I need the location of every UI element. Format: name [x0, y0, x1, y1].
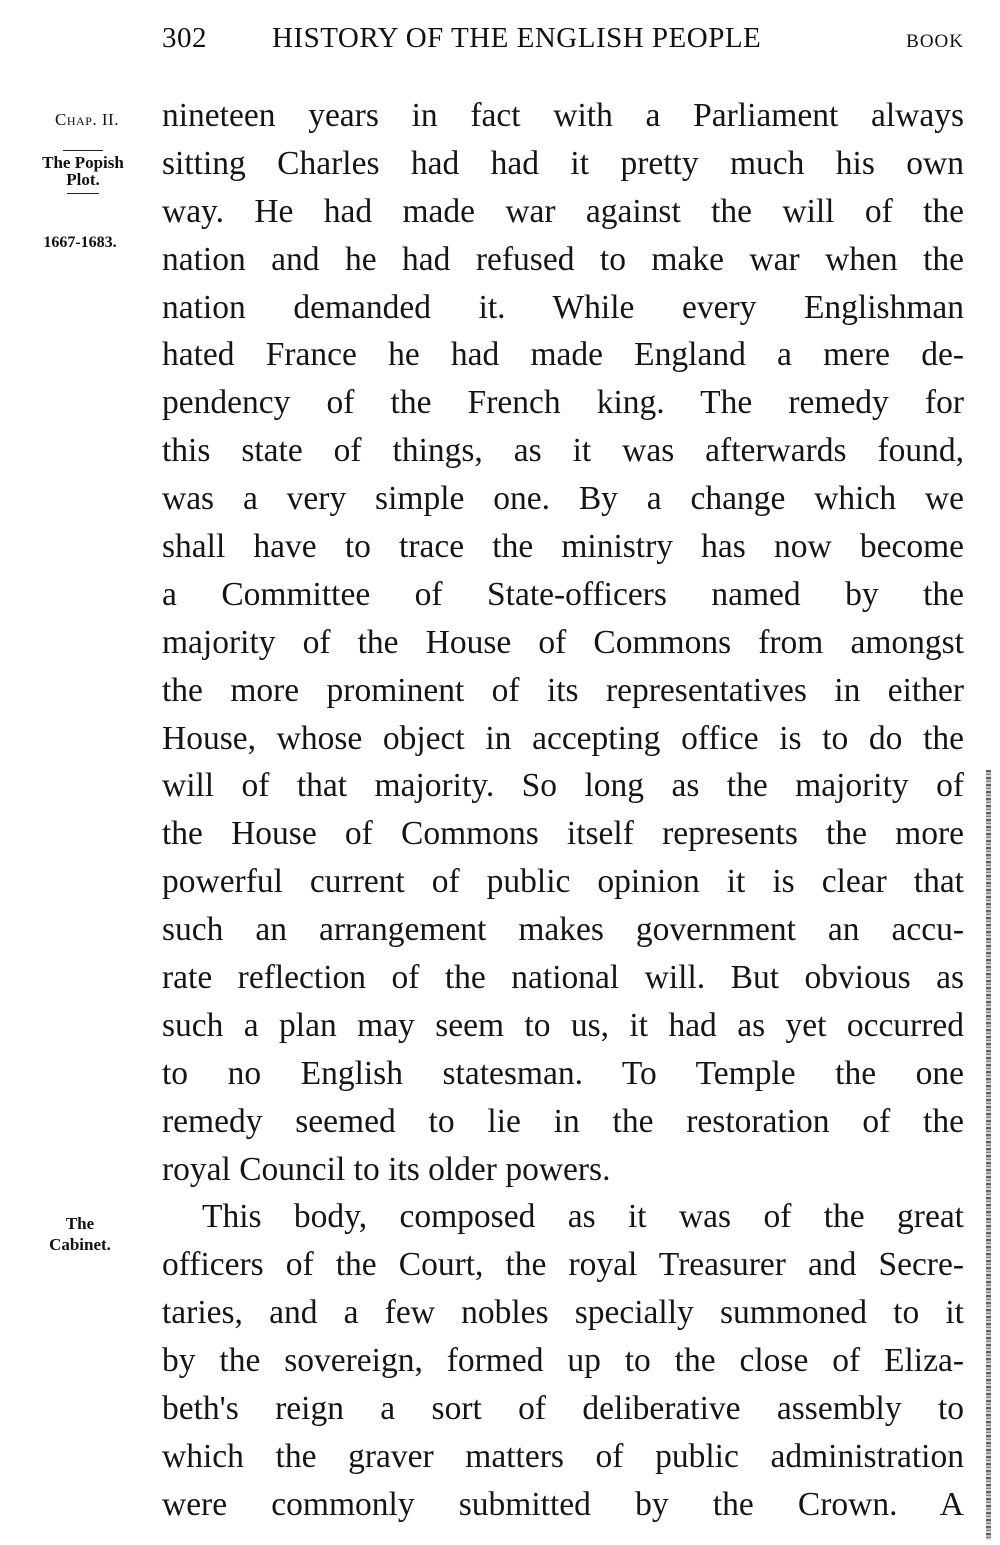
text-line: such an arrangement makes government an accu- — [162, 911, 964, 949]
text-line: hated France he had made England a mere de- — [162, 336, 964, 374]
book-label: BOOK — [906, 31, 964, 52]
text-line: majority of the House of Commons from amongst — [162, 623, 964, 661]
topic-sidenote-cabinet — [30, 1213, 130, 1255]
text-line: nation demanded it. While every Englishman — [162, 288, 964, 326]
text-line: pendency of the French king. The remedy for — [162, 384, 964, 422]
text-line: to no English statesman. To Temple the one — [162, 1054, 964, 1092]
text-line: were commonly submitted by the Crown. A — [162, 1485, 964, 1523]
text-line: this state of things, as it was afterwards found, — [162, 432, 964, 470]
text-line: House, whose object in accepting office is to do the — [162, 719, 964, 757]
text-line: rate reflection of the national will. But obvious as — [162, 959, 964, 997]
text-line: remedy seemed to lie in the restoration of the — [162, 1102, 964, 1140]
rule-divider — [63, 150, 103, 151]
text-line: sitting Charles had had it pretty much his own — [162, 144, 964, 182]
running-title: HISTORY OF THE ENGLISH PEOPLE — [272, 22, 762, 54]
topic-sidenote-popish-plot — [8, 150, 158, 199]
text-line: beth's reign a sort of deliberative assembly to — [162, 1390, 964, 1428]
topic-line: The Popish — [42, 153, 124, 172]
text-line: which the graver matters of public administration — [162, 1437, 964, 1475]
text-line: by the sovereign, formed up to the close of Eliza- — [162, 1342, 964, 1380]
text-line: nineteen years in fact with a Parliament always — [162, 97, 964, 134]
body-text — [162, 92, 964, 1529]
text-line: a Committee of State-officers named by the — [162, 575, 964, 613]
text-line: will of that majority. So long as the majority of — [162, 767, 964, 805]
topic-line: Plot. — [66, 170, 100, 189]
topic-line: Cabinet. — [49, 1235, 111, 1254]
text-line: the more prominent of its representatives in either — [162, 671, 964, 709]
text-line: royal Council to its older powers. — [162, 1150, 611, 1188]
page-number: 302 — [162, 22, 207, 54]
running-head — [162, 22, 964, 58]
text-line: such a plan may seem to us, it had as yet occurred — [162, 1006, 964, 1044]
paragraph-first-line: This body, composed as it was of the great — [202, 1198, 964, 1236]
text-line: the House of Commons itself represents the more — [162, 815, 964, 853]
text-line: officers of the Court, the royal Treasurer and Secre- — [162, 1246, 964, 1284]
chapter-sidenote — [22, 110, 152, 130]
chapter-label: Chap. II. — [55, 110, 119, 129]
text-line: taries, and a few nobles specially summoned to it — [162, 1294, 964, 1332]
topic-line: The — [65, 1214, 95, 1233]
text-line: powerful current of public opinion it is clear that — [162, 863, 964, 901]
date-range-sidenote: 1667-1683. — [43, 234, 117, 251]
text-line: way. He had made war against the will of the — [162, 192, 964, 230]
scan-edge-artifact — [986, 770, 991, 1540]
text-line: nation and he had refused to make war when the — [162, 240, 964, 278]
text-line: shall have to trace the ministry has now become — [162, 528, 964, 566]
text-line: was a very simple one. By a change which we — [162, 480, 964, 518]
rule-divider — [67, 193, 99, 194]
